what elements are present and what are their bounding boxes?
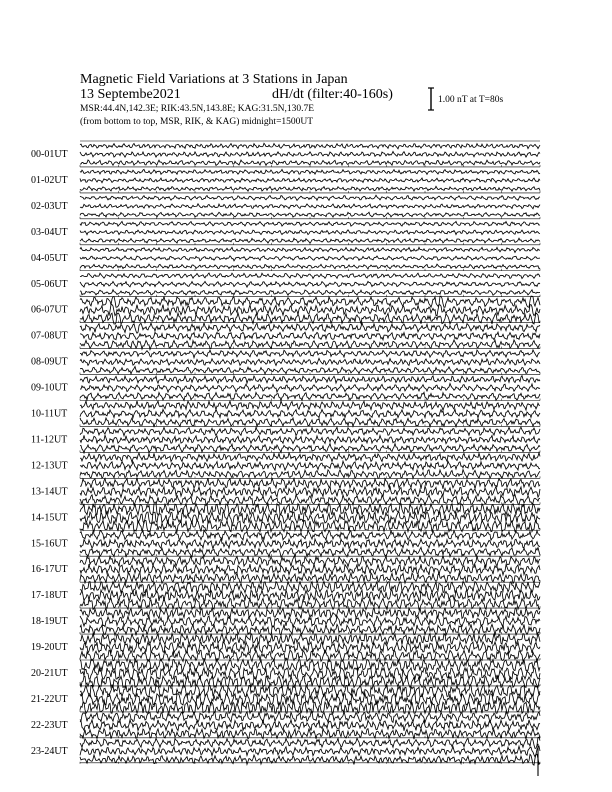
trace-MSR-02-03UT [80, 212, 540, 217]
chart-quantity: dH/dt (filter:40-160s) [272, 87, 393, 102]
trace-MSR-05-06UT [80, 290, 540, 296]
row-label-06-07UT: 06-07UT [31, 304, 68, 316]
row-label-07-08UT: 07-08UT [31, 330, 68, 342]
trace-RIK-01-02UT [80, 178, 540, 183]
trace-RIK-08-09UT [80, 358, 540, 365]
trace-KAG-23-24UT [80, 737, 540, 748]
row-label-22-23UT: 22-23UT [31, 719, 68, 731]
trace-order-note: (from bottom to top, MSR, RIK, & KAG) midnight=1500UT [80, 117, 314, 127]
row-label-13-14UT: 13-14UT [31, 486, 68, 498]
trace-MSR-07-08UT [80, 340, 540, 350]
trace-KAG-03-04UT [80, 221, 540, 226]
trace-MSR-04-05UT [80, 264, 540, 269]
trace-KAG-04-05UT [80, 247, 540, 252]
trace-RIK-00-01UT [80, 151, 540, 157]
row-label-08-09UT: 08-09UT [31, 356, 68, 368]
trace-RIK-03-04UT [80, 230, 540, 235]
trace-KAG-16-17UT [80, 556, 540, 567]
row-label-01-02UT: 01-02UT [31, 174, 68, 186]
trace-MSR-03-04UT [80, 238, 540, 243]
trace-RIK-15-16UT [80, 538, 540, 548]
row-label-10-11UT: 10-11UT [31, 408, 68, 420]
row-label-23-24UT: 23-24UT [31, 745, 68, 757]
trace-RIK-19-20UT [80, 642, 540, 653]
row-label-02-03UT: 02-03UT [31, 200, 68, 212]
trace-KAG-01-02UT [80, 169, 540, 174]
scale-bar-label: 1.00 nT at T=80s [438, 95, 504, 105]
trace-RIK-11-12UT [80, 435, 540, 443]
row-label-20-21UT: 20-21UT [31, 668, 68, 679]
trace-KAG-06-07UT [80, 296, 540, 307]
trace-KAG-07-08UT [80, 323, 540, 333]
trace-KAG-13-14UT [80, 478, 540, 489]
trace-RIK-23-24UT [80, 746, 540, 757]
row-label-21-22UT: 21-22UT [31, 693, 68, 705]
row-label-11-12UT: 11-12UT [31, 434, 68, 446]
row-label-17-18UT: 17-18UT [31, 590, 68, 602]
trace-KAG-02-03UT [80, 195, 540, 200]
trace-KAG-09-10UT [80, 376, 540, 384]
station-coordinates: MSR:44.4N,142.3E; RIK:43.5N,143.8E; KAG:31.5N,130.7E [80, 104, 315, 114]
trace-RIK-12-13UT [80, 461, 540, 470]
row-label-18-19UT: 18-19UT [31, 616, 68, 628]
row-label-14-15UT: 14-15UT [31, 512, 68, 524]
trace-KAG-14-15UT [80, 504, 540, 515]
trace-RIK-17-18UT [80, 590, 540, 601]
trace-RIK-10-11UT [80, 409, 540, 418]
trace-MSR-01-02UT [80, 186, 540, 191]
trace-RIK-02-03UT [80, 204, 540, 209]
row-label-05-06UT: 05-06UT [31, 278, 68, 290]
trace-RIK-09-10UT [80, 383, 540, 392]
row-label-16-17UT: 16-17UT [31, 564, 68, 576]
row-label-09-10UT: 09-10UT [31, 382, 68, 394]
trace-RIK-22-23UT [80, 720, 540, 731]
row-label-19-20UT: 19-20UT [31, 642, 68, 654]
trace-KAG-05-06UT [80, 273, 540, 279]
trace-RIK-05-06UT [80, 281, 540, 287]
trace-KAG-19-20UT [80, 634, 540, 645]
row-label-15-16UT: 15-16UT [31, 538, 68, 550]
row-label-00-01UT: 00-01UT [31, 149, 68, 160]
row-label-03-04UT: 03-04UT [31, 226, 68, 238]
trace-KAG-00-01UT [80, 143, 540, 149]
trace-KAG-10-11UT [80, 401, 540, 410]
trace-KAG-17-18UT [80, 582, 540, 593]
trace-RIK-07-08UT [80, 332, 540, 340]
trace-MSR-00-01UT [80, 160, 540, 166]
trace-RIK-04-05UT [80, 256, 540, 261]
trace-KAG-11-12UT [80, 427, 540, 436]
row-label-04-05UT: 04-05UT [31, 252, 68, 264]
trace-RIK-06-07UT [80, 305, 540, 316]
trace-KAG-08-09UT [80, 350, 540, 358]
chart-title: Magnetic Field Variations at 3 Stations in Japan [80, 72, 348, 87]
row-label-12-13UT: 12-13UT [31, 460, 68, 472]
trace-KAG-12-13UT [80, 453, 540, 462]
chart-date: 13 Septembe2021 [80, 87, 181, 102]
